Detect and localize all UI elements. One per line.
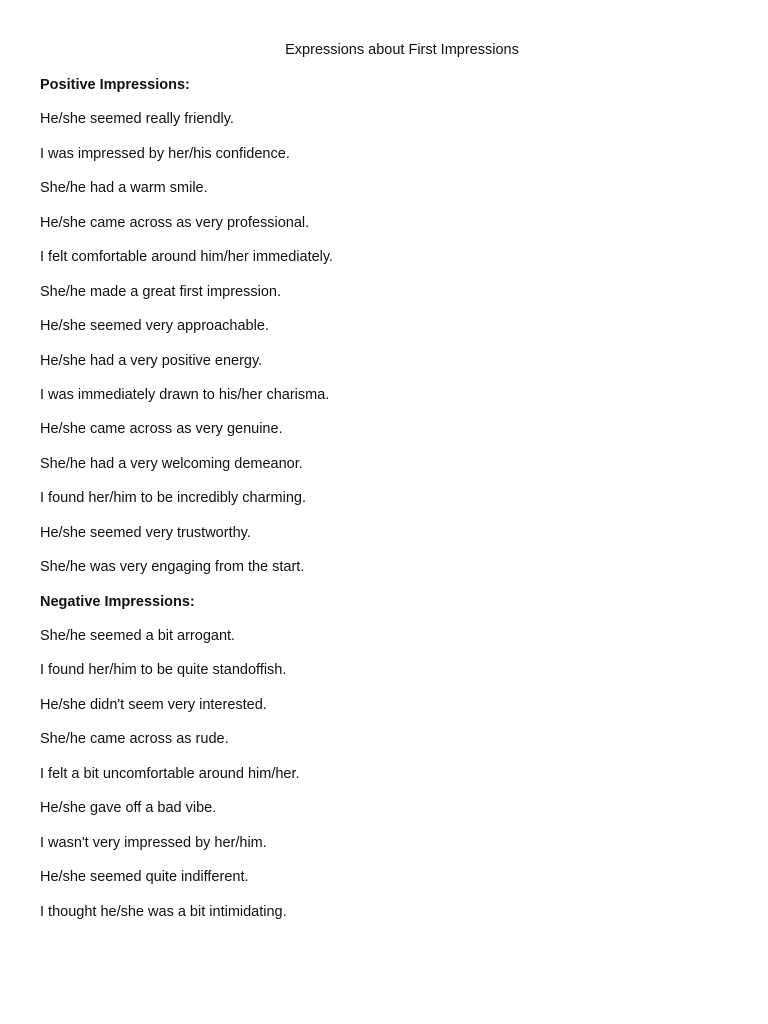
positive-expression: He/she seemed very trustworthy. xyxy=(40,524,251,541)
positive-expression: I was impressed by her/his confidence. xyxy=(40,145,290,162)
positive-expression: I found her/him to be incredibly charming. xyxy=(40,490,306,507)
negative-expression: He/she gave off a bad vibe. xyxy=(40,800,217,817)
positive-expression: He/she had a very positive energy. xyxy=(40,352,263,369)
positive-expression: He/she seemed very approachable. xyxy=(40,318,269,335)
document-title: Expressions about First Impressions xyxy=(285,42,519,58)
negative-impressions-heading: Negative Impressions: xyxy=(40,593,195,610)
negative-expression: He/she seemed quite indifferent. xyxy=(40,869,249,886)
positive-expression: I felt comfortable around him/her immediately. xyxy=(40,249,334,266)
positive-expression: He/she came across as very genuine. xyxy=(40,421,283,438)
positive-expression: She/he was very engaging from the start. xyxy=(40,559,305,576)
document-body xyxy=(40,76,730,937)
negative-expression: I thought he/she was a bit intimidating. xyxy=(40,903,287,920)
negative-expression: He/she didn't seem very interested. xyxy=(40,696,267,713)
negative-expression: She/he came across as rude. xyxy=(40,731,229,748)
negative-expression: I wasn't very impressed by her/him. xyxy=(40,834,267,851)
positive-expression: He/she came across as very professional. xyxy=(40,214,310,231)
positive-expression: She/he had a warm smile. xyxy=(40,180,208,197)
positive-impressions-heading: Positive Impressions: xyxy=(40,77,190,93)
positive-expression: She/he had a very welcoming demeanor. xyxy=(40,455,303,472)
negative-expression: She/he seemed a bit arrogant. xyxy=(40,628,236,644)
positive-expression: She/he made a great first impression. xyxy=(40,283,281,300)
negative-expression: I found her/him to be quite standoffish. xyxy=(40,662,287,679)
positive-expression: I was immediately drawn to his/her charisma. xyxy=(40,386,330,403)
negative-expression: I felt a bit uncomfortable around him/her. xyxy=(40,765,300,782)
positive-expression: He/she seemed really friendly. xyxy=(40,111,234,128)
